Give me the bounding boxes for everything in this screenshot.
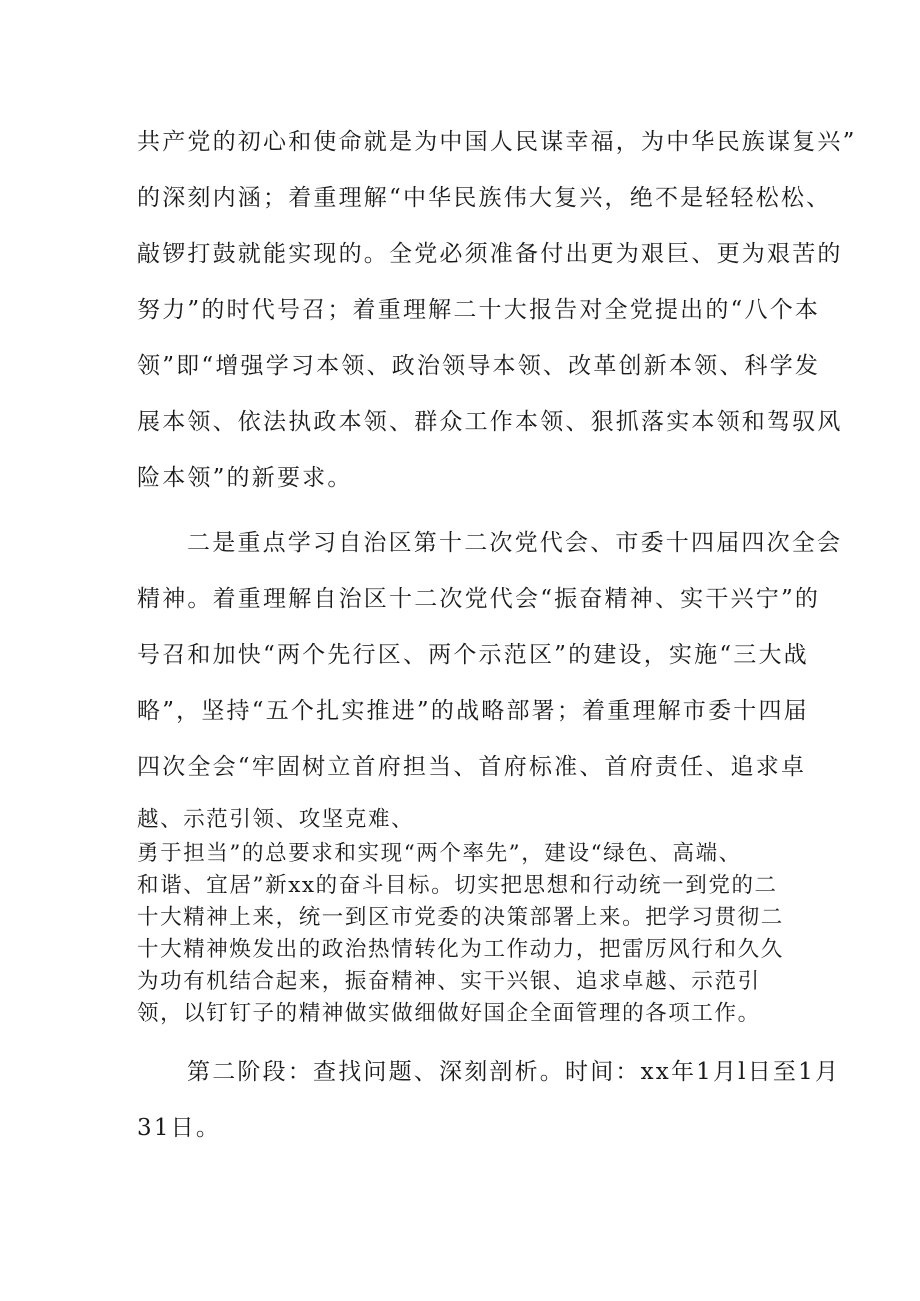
text-line: 敲锣打鼓就能实现的。全党必须准备付出更为艰巨、更为艰苦的 bbox=[137, 241, 843, 267]
text-line: 四次全会“牢固树立首府担当、首府标准、首府责任、追求卓 bbox=[137, 754, 807, 780]
text-line: 第二阶段：查找问题、深刻剖析。时间：xx年1月l日至1月 bbox=[187, 1059, 841, 1085]
text-line: 和谐、宜居”新xx的奋斗目标。切实把思想和行动统一到党的二 bbox=[137, 873, 778, 898]
text-line: 略”，坚持“五个扎实推进”的战略部署；着重理解市委十四届 bbox=[137, 698, 809, 724]
text-line: 为功有机结合起来，振奋精神、实干兴银、追求卓越、示范引 bbox=[137, 969, 761, 994]
text-line: 31日。 bbox=[137, 1115, 222, 1141]
text-line: 号召和加快“两个先行区、两个示范区”的建设，实施“三大战 bbox=[137, 642, 809, 668]
text-line: 努力”的时代号召；着重理解二十大报告对全党提出的“八个本 bbox=[137, 297, 821, 323]
text-line: 展本领、依法执政本领、群众工作本领、狠抓落实本领和驾驭风 bbox=[137, 409, 843, 435]
text-line: 领”即“增强学习本领、政治领导本领、改革创新本领、科学发 bbox=[137, 353, 821, 379]
text-line: 十大精神上来，统一到区市党委的决策部署上来。把学习贯彻二 bbox=[137, 905, 784, 930]
text-line: 勇于担当”的总要求和实现“两个率先”，建设“绿色、高端、 bbox=[137, 841, 742, 866]
text-line: 险本领”的新要求。 bbox=[137, 465, 353, 491]
text-line: 领，以钉钉子的精神做实做细做好国企全面管理的各项工作。 bbox=[137, 1001, 761, 1026]
text-line: 精神。着重理解自治区十二次党代会“振奋精神、实干兴宁”的 bbox=[137, 586, 821, 612]
text-line: 的深刻内涵；着重理解“中华民族伟大复兴，绝不是轻轻松松、 bbox=[137, 185, 832, 211]
text-line: 二是重点学习自治区第十二次党代会、市委十四届四次全会 bbox=[187, 530, 843, 556]
text-line: 十大精神焕发出的政治热情转化为工作动力，把雷厉风行和久久 bbox=[137, 937, 784, 962]
text-line: 越、示范引领、攻坚克难、 bbox=[137, 807, 415, 832]
text-line: 共产党的初心和使命就是为中国人民谋幸福，为中华民族谋复兴” bbox=[137, 129, 857, 155]
